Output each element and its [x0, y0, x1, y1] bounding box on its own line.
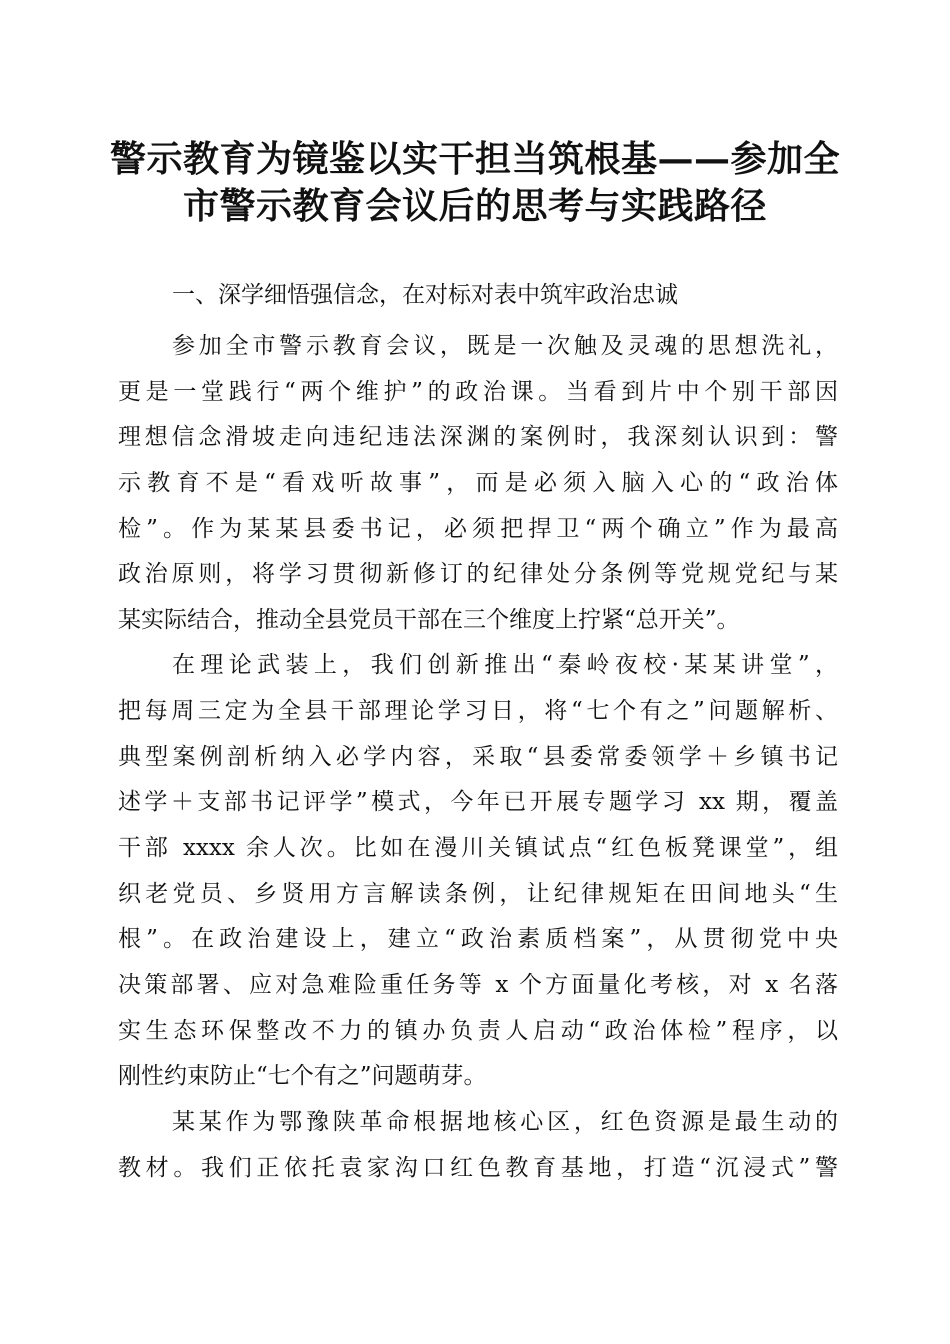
text-line: 示教育不是“看戏听故事”，而是必须入脑入心的“政治体 [118, 469, 838, 496]
text-line: 典型案例剖析纳入必学内容，采取“县委常委领学＋乡镇书记 [118, 743, 838, 770]
title-line: 市警示教育会议后的思考与实践路径 [182, 185, 767, 227]
text-line: 教材。我们正依托袁家沟口红色教育基地，打造“沉浸式”警 [118, 1154, 838, 1181]
text-line: 在理论武装上，我们创新推出“秦岭夜校·某某讲堂”， [172, 652, 838, 679]
text-line: 根”。在政治建设上，建立“政治素质档案”，从贯彻党中央 [118, 926, 838, 953]
text-line: 实生态环保整改不力的镇办负责人启动“政治体检”程序，以 [118, 1017, 838, 1044]
text-line: 某实际结合，推动全县党员干部在三个维度上拧紧“总开关”。 [118, 606, 740, 633]
text-line: 检”。作为某某县委书记，必须把捍卫“两个确立”作为最高 [118, 515, 838, 542]
text-line: 决策部署、应对急难险重任务等 x 个方面量化考核，对 x 名落 [118, 971, 838, 998]
paragraph-3 [118, 1100, 838, 1191]
text-line: 更是一堂践行“两个维护”的政治课。当看到片中个别干部因 [118, 378, 838, 405]
text-line: 织老党员、乡贤用方言解读条例，让纪律规矩在田间地头“生 [118, 880, 838, 907]
body-text [118, 324, 838, 1191]
text-line: 干部 xxxx 余人次。比如在漫川关镇试点“红色板凳课堂”，组 [118, 835, 838, 862]
text-line: 理想信念滑坡走向违纪违法深渊的案例时，我深刻认识到：警 [118, 424, 838, 451]
text-line: 把每周三定为全县干部理论学习日，将“七个有之”问题解析、 [118, 698, 838, 725]
title-line: 警示教育为镜鉴以实干担当筑根基——参加全 [109, 138, 840, 180]
paragraph-2 [118, 643, 838, 1099]
text-line: 述学＋支部书记评学”模式，今年已开展专题学习 xx 期，覆盖 [118, 789, 838, 816]
document-title [100, 136, 850, 230]
paragraph-1 [118, 324, 838, 643]
text-line: 参加全市警示教育会议，既是一次触及灵魂的思想洗礼， [172, 333, 838, 359]
text-line: 刚性约束防止“七个有之”问题萌芽。 [118, 1063, 487, 1090]
text-line: 政治原则，将学习贯彻新修订的纪律处分条例等党规党纪与某 [118, 561, 838, 588]
section-heading: 一、深学细悟强信念，在对标对表中筑牢政治忠诚 [172, 282, 678, 308]
text-line: 某某作为鄂豫陕革命根据地核心区，红色资源是最生动的 [172, 1108, 838, 1135]
